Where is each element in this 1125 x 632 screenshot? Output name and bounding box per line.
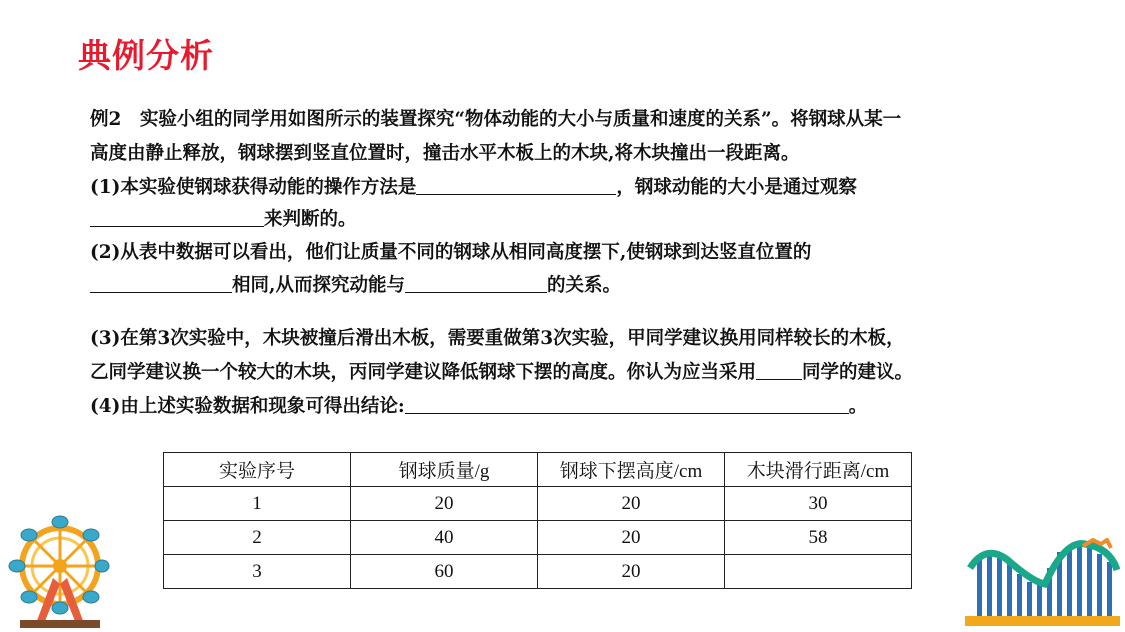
table-cell: 60 — [351, 555, 538, 589]
part-1-text-b: ，钢球动能的大小是通过观察 — [616, 177, 857, 198]
part-3-text-c: 同学的建议。 — [802, 362, 914, 383]
part-1-line-1 — [90, 172, 857, 204]
page-title: 典例分析 — [78, 36, 214, 75]
table-cell: 20 — [538, 555, 725, 589]
experiment-data-table — [163, 452, 912, 589]
table-header-cell: 钢球下摆高度/cm — [538, 453, 725, 487]
table-cell: 20 — [538, 487, 725, 521]
answer-blank-1[interactable] — [416, 174, 616, 195]
part-4-line — [90, 391, 867, 423]
part-2-line-2 — [90, 270, 621, 302]
answer-blank-3[interactable] — [90, 272, 232, 293]
answer-blank-4[interactable] — [405, 272, 547, 293]
question-line-1: 例2 实验小组的同学用如图所示的装置探究“物体动能的大小与质量和速度的关系”。将钢球从某一 — [90, 109, 902, 130]
table-cell: 20 — [351, 487, 538, 521]
table-header-row — [164, 453, 912, 487]
answer-blank-6[interactable] — [405, 393, 849, 414]
ferris-wheel-icon — [5, 508, 110, 628]
table-cell: 30 — [725, 487, 912, 521]
part-2-text-c: 的关系。 — [546, 275, 621, 296]
table-cell — [725, 555, 912, 589]
answer-blank-2[interactable] — [90, 206, 264, 227]
part-1-text-a: (1)本实验使钢球获得动能的操作方法是 — [90, 177, 417, 198]
part-4-text-b: 。 — [848, 396, 868, 417]
table-cell: 40 — [351, 521, 538, 555]
table-row — [164, 555, 912, 589]
table-cell: 20 — [538, 521, 725, 555]
part-3-text-b: 乙同学建议换一个较大的木块，丙同学建议降低钢球下摆的高度。你认为应当采用 — [90, 362, 757, 383]
answer-blank-5[interactable] — [756, 359, 802, 380]
table-cell: 58 — [725, 521, 912, 555]
table-row — [164, 487, 912, 521]
table-cell: 1 — [164, 487, 351, 521]
table-cell: 2 — [164, 521, 351, 555]
part-2-text-b: 相同,从而探究动能与 — [232, 275, 405, 296]
question-line-2: 高度由静止释放，钢球摆到竖直位置时，撞击水平木板上的木块,将木块撞出一段距离。 — [90, 143, 800, 164]
part-4-text-a: (4)由上述实验数据和现象可得出结论: — [90, 396, 405, 417]
part-2-line-1: (2)从表中数据可以看出，他们让质量不同的钢球从相同高度摆下,使钢球到达竖直位置的 — [90, 242, 812, 263]
part-3-line-2 — [90, 357, 913, 389]
table-header-cell: 钢球质量/g — [351, 453, 538, 487]
table-cell: 3 — [164, 555, 351, 589]
part-1-text-c: 来判断的。 — [264, 209, 357, 230]
part-3-line-1: (3)在第3次实验中，木块被撞后滑出木板，需要重做第3次实验，甲同学建议换用同样较长的木板， — [90, 328, 905, 349]
roller-coaster-icon — [965, 538, 1120, 626]
table-header-cell: 木块滑行距离/cm — [725, 453, 912, 487]
table-row — [164, 521, 912, 555]
part-1-line-2 — [90, 204, 357, 236]
table-header-cell: 实验序号 — [164, 453, 351, 487]
